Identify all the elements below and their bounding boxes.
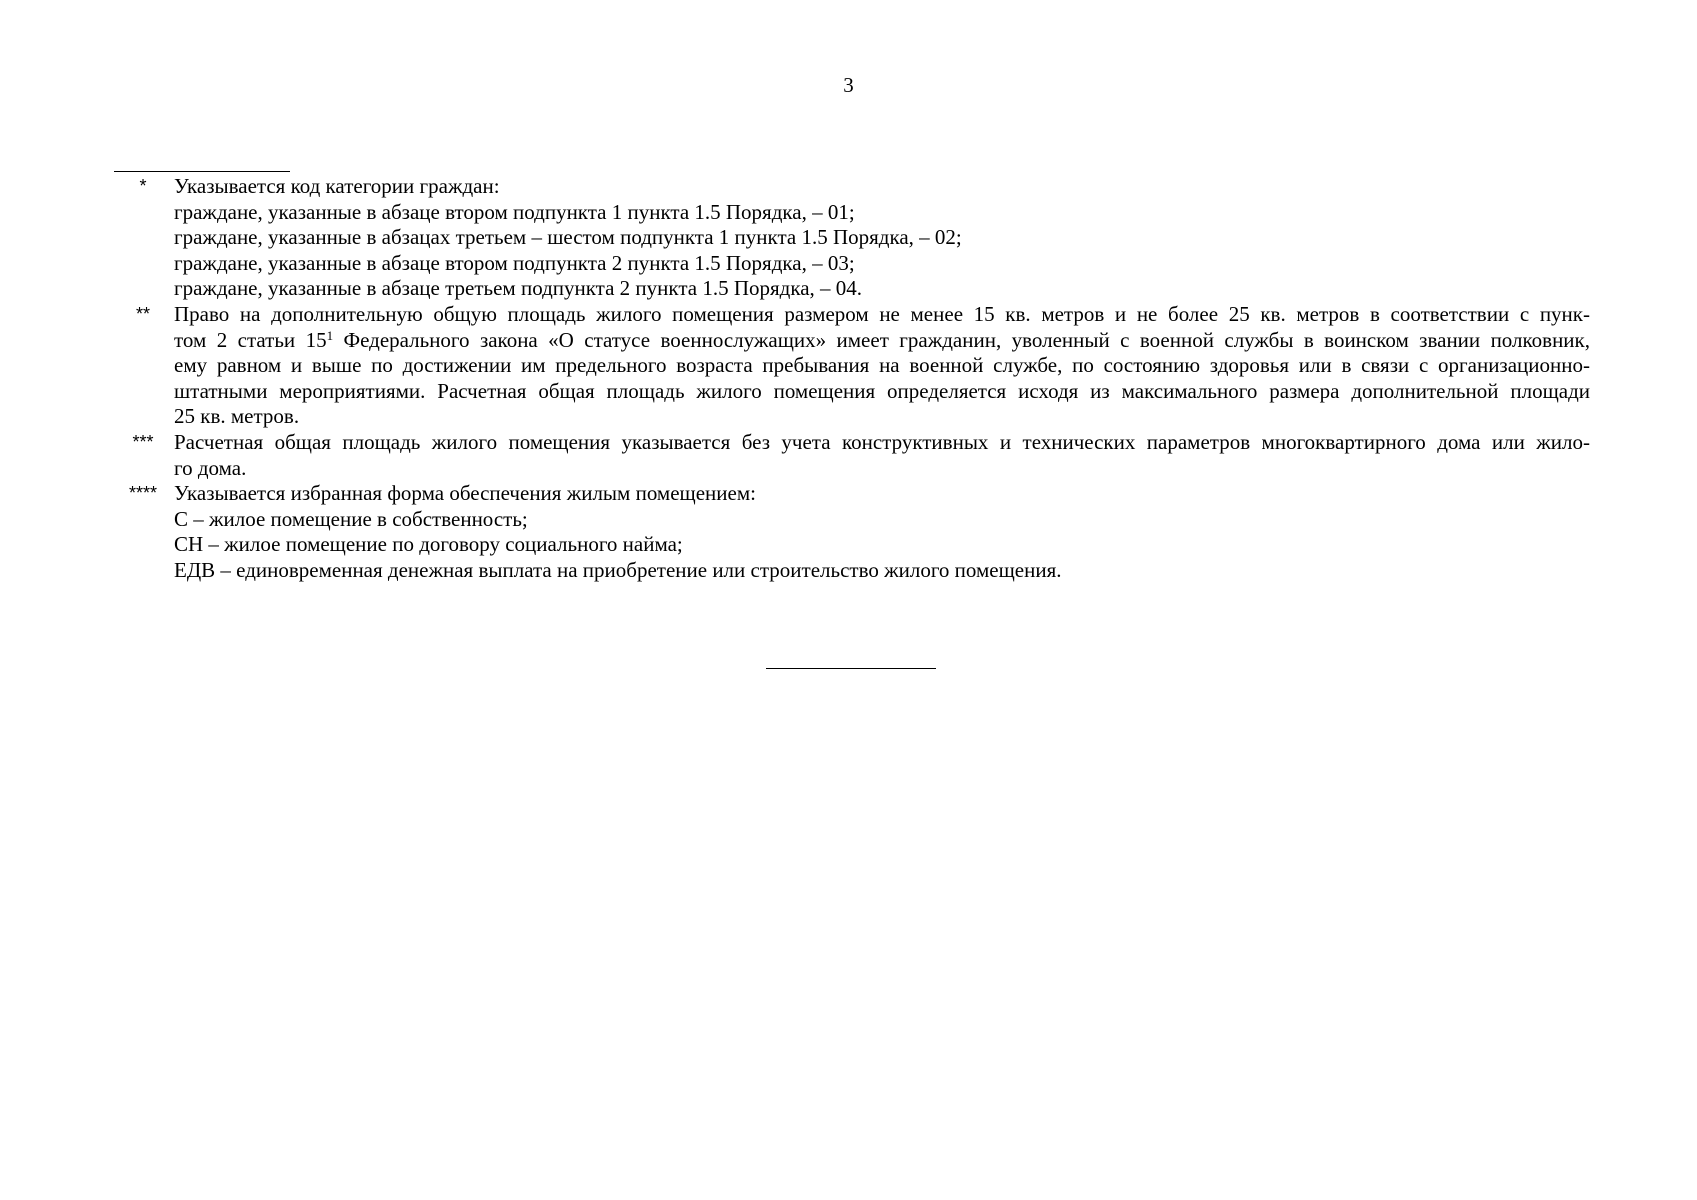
footnote-2-body [174,302,1590,430]
footnote-separator-rule [114,171,290,172]
footnote-4-mark: **** [128,483,158,504]
footnote-2-line-5: 25 кв. метров. [174,404,300,429]
page-number: 3 [843,73,854,97]
footnote-3-line-1: Расчетная общая площадь жилого помещения указывается без учета конструктивных и технических параметров многоквартирного дома или жило- [174,429,1590,454]
footnote-4-line: Указывается избранная форма обеспечения жилым помещением: [174,481,756,506]
footnote-3 [112,430,1590,481]
end-of-document-rule [766,668,936,669]
footnotes-block [112,174,1590,584]
footnote-3-mark: *** [132,431,154,452]
footnote-2-line-2 [174,328,1590,354]
footnote-2-mark: ** [135,303,150,324]
footnote-1-line: граждане, указанные в абзаце втором подпункта 2 пункта 1.5 Порядка, – 03; [174,250,855,275]
footnote-2-line-2-start: том 2 статьи 15 [174,327,327,352]
footnote-1-body [174,174,1590,302]
footnote-1-line: граждане, указанные в абзаце втором подпункта 1 пункта 1.5 Порядка, – 01; [174,199,855,224]
footnote-3-body [174,430,1590,481]
footnote-3-line-2: го дома. [174,455,247,480]
footnote-4-line: ЕДВ – единовременная денежная выплата на приобретение или строительство жилого помещения. [174,557,1062,582]
footnote-2-line-4: штатными мероприятиями. Расчетная общая площадь жилого помещения определяется исходя из максимального размера дополнительной площади [174,378,1590,403]
footnote-1-line: граждане, указанные в абзаце третьем подпункта 2 пункта 1.5 Порядка, – 04. [174,276,863,301]
footnote-1-line: граждане, указанные в абзацах третьем – шестом подпункта 1 пункта 1.5 Порядка, – 02; [174,225,962,250]
footnote-4-line: С – жилое помещение в собственность; [174,506,528,531]
footnote-1 [112,174,1590,302]
article-superscript: 1 [326,327,334,343]
footnote-4-body [174,481,1590,583]
footnote-4-line: СН – жилое помещение по договору социального найма; [174,532,683,557]
footnote-4 [112,481,1590,583]
footnote-1-mark: * [139,176,147,196]
footnote-1-line: Указывается код категории граждан: [174,174,500,198]
footnote-2-line-1: Право на дополнительную общую площадь жилого помещения размером не менее 15 кв. метров и не более 25 кв. метров в соответствии с пунк- [174,301,1590,326]
footnote-2-line-3: ему равном и выше по достижении им предельного возраста пребывания на военной службе, по состоянию здоровья или в связи с организационно- [174,353,1590,378]
footnote-2 [112,302,1590,430]
footnote-2-line-2-end: Федерального закона «О статусе военнослужащих» имеет гражданин, уволенный с военной службы в воинском звании полковник, [333,327,1590,352]
